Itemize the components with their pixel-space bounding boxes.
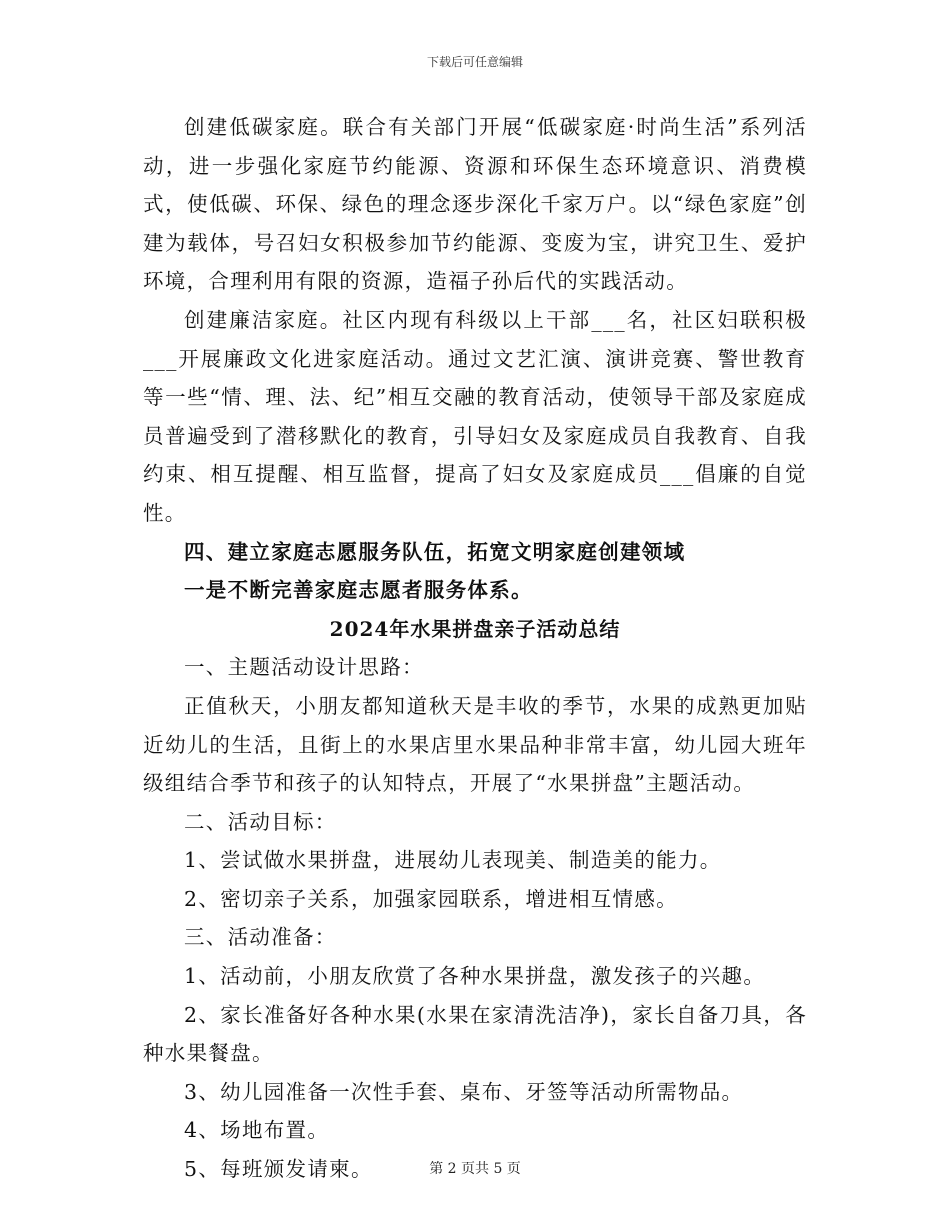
document-body <box>143 108 807 1189</box>
section2-item: 1、尝试做水果拼盘，进展幼儿表现美、制造美的能力。 <box>184 848 722 873</box>
section3-item: 2、家长准备好各种水果(水果在家清洗洁净)，家长自备刀具，各种水果餐盘。 <box>143 1002 807 1066</box>
section3-item: 3、幼儿园准备一次性手套、桌布、牙签等活动所需物品。 <box>184 1079 744 1104</box>
section1-heading: 一、主题活动设计思路： <box>184 655 424 680</box>
heading-volunteer-system: 一是不断完善家庭志愿者服务体系。 <box>184 578 533 603</box>
section3-heading: 三、活动准备： <box>184 925 337 950</box>
section3-item: 5、每班颁发请柬。 <box>184 1157 373 1182</box>
section3-item: 4、场地布置。 <box>184 1118 330 1143</box>
paragraph-clean-family: 创建廉洁家庭。社区内现有科级以上干部___名，社区妇联积极___开展廉政文化进家庭活动。通过文艺汇演、演讲竞赛、警世教育等一些“情、理、法、纪”相互交融的教育活动，使领导干部及家庭成员普遍受到了潜移默化的教育，引导妇女及家庭成员自我教育、自我约束、相互提醒、相互监督，提高了妇女及家庭成员___倡廉的自觉性。 <box>143 307 807 525</box>
page-footer: 第 2 页共 5 页 <box>429 1161 521 1177</box>
section3-item: 1、活动前，小朋友欣赏了各种水果拼盘，激发孩子的兴趣。 <box>184 964 766 989</box>
section2-heading: 二、活动目标： <box>184 809 337 834</box>
page-header: 下载后可任意编辑 <box>426 55 523 69</box>
heading-section-four: 四、建立家庭志愿服务队伍，拓宽文明家庭创建领域 <box>184 539 686 564</box>
paragraph-low-carbon: 创建低碳家庭。联合有关部门开展“低碳家庭·时尚生活”系列活动，进一步强化家庭节约能源、资源和环保生态环境意识、消费模式，使低碳、环保、绿色的理念逐步深化千家万户。以“绿色家庭”创建为载体，号召妇女积极参加节约能源、变废为宝，讲究卫生、爱护环境，合理利用有限的资源，造福子孙后代的实践活动。 <box>143 115 807 294</box>
section1-text: 正值秋天，小朋友都知道秋天是丰收的季节，水果的成熟更加贴近幼儿的生活，且街上的水果店里水果品种非常丰富，幼儿园大班年级组结合季节和孩子的认知特点，开展了“水果拼盘”主题活动。 <box>143 693 807 796</box>
section2-item: 2、密切亲子关系，加强家园联系，增进相互情感。 <box>184 886 678 911</box>
document-title: 2024年水果拼盘亲子活动总结 <box>329 616 621 641</box>
